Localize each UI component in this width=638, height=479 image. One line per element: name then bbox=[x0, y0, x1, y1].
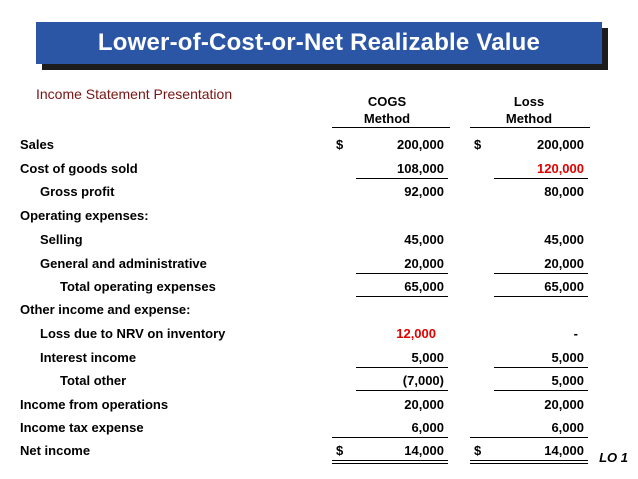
cogs-value: 5,000 bbox=[411, 350, 444, 365]
loss-value: 200,000 bbox=[537, 137, 584, 152]
column-header-cogs-line2: Method bbox=[363, 111, 411, 126]
subtotal-underline bbox=[494, 367, 588, 368]
table-row-interest-income bbox=[0, 350, 638, 368]
table-row-income-tax bbox=[0, 420, 638, 438]
row-label: Interest income bbox=[40, 350, 137, 365]
loss-value: 120,000 bbox=[537, 161, 584, 176]
table-row-income-operations bbox=[0, 397, 638, 415]
double-underline-top bbox=[470, 460, 588, 461]
cogs-value: 12,000 bbox=[396, 326, 436, 341]
subtotal-underline bbox=[356, 390, 448, 391]
page-title: Lower-of-Cost-or-Net Realizable Value bbox=[97, 29, 541, 56]
double-underline-bottom bbox=[332, 463, 448, 464]
row-label: Net income bbox=[20, 443, 91, 458]
column-header-cogs-line1: COGS bbox=[367, 94, 407, 109]
dollar-sign: $ bbox=[474, 137, 482, 152]
column-header-loss-line1: Loss bbox=[513, 94, 545, 109]
cogs-value: 6,000 bbox=[411, 420, 444, 435]
loss-value: 6,000 bbox=[551, 420, 584, 435]
subtotal-underline bbox=[494, 296, 588, 297]
cogs-value: 200,000 bbox=[397, 137, 444, 152]
table-row-net-income bbox=[0, 443, 638, 461]
loss-value: 5,000 bbox=[551, 350, 584, 365]
row-label: Operating expenses: bbox=[20, 208, 149, 223]
row-label: Total operating expenses bbox=[60, 279, 216, 294]
subtotal-underline bbox=[470, 437, 588, 438]
cogs-value: 45,000 bbox=[404, 232, 444, 247]
table-row-general-admin bbox=[0, 256, 638, 274]
loss-value: 65,000 bbox=[544, 279, 584, 294]
column-header-cogs bbox=[332, 93, 442, 127]
row-label: Other income and expense: bbox=[20, 302, 191, 317]
section-subtitle: Income Statement Presentation bbox=[36, 86, 233, 102]
row-label: Gross profit bbox=[40, 184, 115, 199]
subtotal-underline bbox=[332, 437, 448, 438]
header-underline-cogs bbox=[332, 127, 450, 128]
dollar-sign: $ bbox=[336, 443, 344, 458]
dollar-sign: $ bbox=[336, 137, 344, 152]
cogs-value: 108,000 bbox=[397, 161, 444, 176]
row-label: Sales bbox=[20, 137, 54, 152]
table-row-operating-expenses-header bbox=[0, 208, 638, 226]
table-row-selling bbox=[0, 232, 638, 250]
subtotal-underline bbox=[356, 273, 448, 274]
subtotal-underline bbox=[356, 367, 448, 368]
cogs-value: (7,000) bbox=[402, 373, 444, 388]
dollar-sign: $ bbox=[474, 443, 482, 458]
cogs-value: 14,000 bbox=[404, 443, 444, 458]
table-row-nrv-loss bbox=[0, 326, 638, 344]
row-label: Income from operations bbox=[20, 397, 169, 412]
table-row-total-other bbox=[0, 373, 638, 391]
row-label: Loss due to NRV on inventory bbox=[40, 326, 226, 341]
row-label: Total other bbox=[60, 373, 127, 388]
subtotal-underline bbox=[356, 296, 448, 297]
header-underline-loss bbox=[470, 127, 590, 128]
loss-value: - bbox=[573, 326, 578, 341]
table-row-gross-profit bbox=[0, 184, 638, 202]
row-label: General and administrative bbox=[40, 256, 207, 271]
cogs-value: 92,000 bbox=[404, 184, 444, 199]
loss-value: 80,000 bbox=[544, 184, 584, 199]
double-underline-top bbox=[332, 460, 448, 461]
cogs-value: 20,000 bbox=[404, 397, 444, 412]
table-row-other-header bbox=[0, 302, 638, 320]
title-banner bbox=[36, 22, 602, 64]
table-row-sales bbox=[0, 137, 638, 155]
row-label: Selling bbox=[40, 232, 83, 247]
double-underline-bottom bbox=[470, 463, 588, 464]
learning-objective-label: LO 1 bbox=[599, 450, 628, 465]
loss-value: 20,000 bbox=[544, 397, 584, 412]
table-row-total-operating bbox=[0, 279, 638, 297]
table-row-cogs bbox=[0, 161, 638, 179]
loss-value: 14,000 bbox=[544, 443, 584, 458]
loss-value: 45,000 bbox=[544, 232, 584, 247]
subtotal-underline bbox=[356, 178, 448, 179]
subtotal-underline bbox=[494, 390, 588, 391]
cogs-value: 20,000 bbox=[404, 256, 444, 271]
loss-value: 20,000 bbox=[544, 256, 584, 271]
loss-value: 5,000 bbox=[551, 373, 584, 388]
column-header-loss bbox=[474, 93, 584, 127]
cogs-value: 65,000 bbox=[404, 279, 444, 294]
row-label: Cost of goods sold bbox=[20, 161, 138, 176]
subtotal-underline bbox=[494, 273, 588, 274]
row-label: Income tax expense bbox=[20, 420, 144, 435]
column-header-loss-line2: Method bbox=[505, 111, 553, 126]
subtotal-underline bbox=[494, 178, 588, 179]
